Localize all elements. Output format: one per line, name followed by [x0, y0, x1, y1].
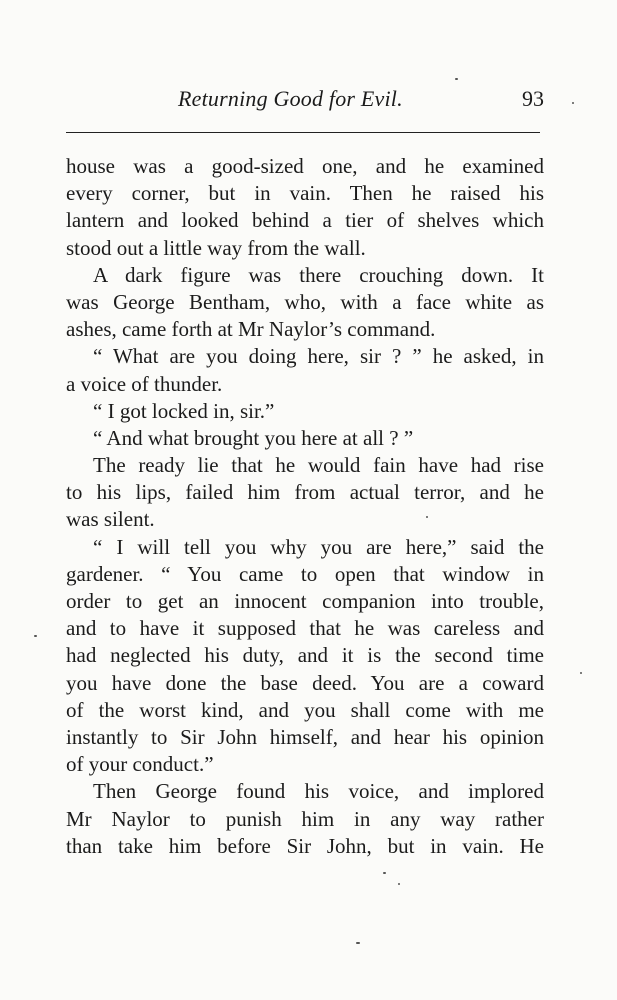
text-line: and to have it supposed that he was careless and: [66, 616, 544, 641]
text-line: Then George found his voice, and implored: [93, 779, 544, 804]
text-line: house was a good-sized one, and he examined: [66, 154, 544, 178]
text-line: order to get an innocent companion into trouble,: [66, 589, 544, 613]
text-line: of the worst kind, and you shall come with me: [66, 697, 544, 722]
text-line: “ And what brought you here at all ? ”: [93, 425, 414, 450]
text-line: Mr Naylor to punish him in any way rather: [66, 806, 544, 831]
text-line: instantly to Sir John himself, and hear his opinion: [66, 724, 544, 749]
text-line: was George Bentham, who, with a face white as: [66, 289, 544, 314]
text-line: The ready lie that he would fain have had rise: [93, 453, 544, 478]
text-line: stood out a little way from the wall.: [66, 235, 366, 260]
page-header: [66, 86, 544, 120]
text-line: had neglected his duty, and it is the second time: [66, 643, 544, 668]
text-line: “ What are you doing here, sir ? ” he asked, in: [93, 344, 544, 369]
text-line: than take him before Sir John, but in vain. He: [66, 833, 544, 858]
text-line: every corner, but in vain. Then he raised his: [66, 181, 544, 206]
text-line: “ I got locked in, sir.”: [93, 398, 275, 423]
text-line: a voice of thunder.: [66, 371, 223, 396]
text-line: to his lips, failed him from actual terror, and he: [66, 480, 544, 505]
page-number: 93: [522, 86, 544, 111]
text-line: was silent.: [66, 507, 155, 532]
text-line: “ I will tell you why you are here,” said the: [93, 534, 544, 559]
text-line: you have done the base deed. You are a coward: [66, 670, 544, 695]
text-line: lantern and looked behind a tier of shelves which: [66, 208, 544, 233]
body-text: [66, 153, 544, 860]
text-line: ashes, came forth at Mr Naylor’s command.: [66, 317, 436, 342]
text-line: A dark figure was there crouching down. It: [93, 262, 544, 287]
running-head: Returning Good for Evil.: [178, 86, 403, 111]
text-line: gardener. “ You came to open that window in: [66, 561, 544, 586]
text-line: of your conduct.”: [66, 752, 214, 777]
header-rule: [66, 132, 540, 133]
